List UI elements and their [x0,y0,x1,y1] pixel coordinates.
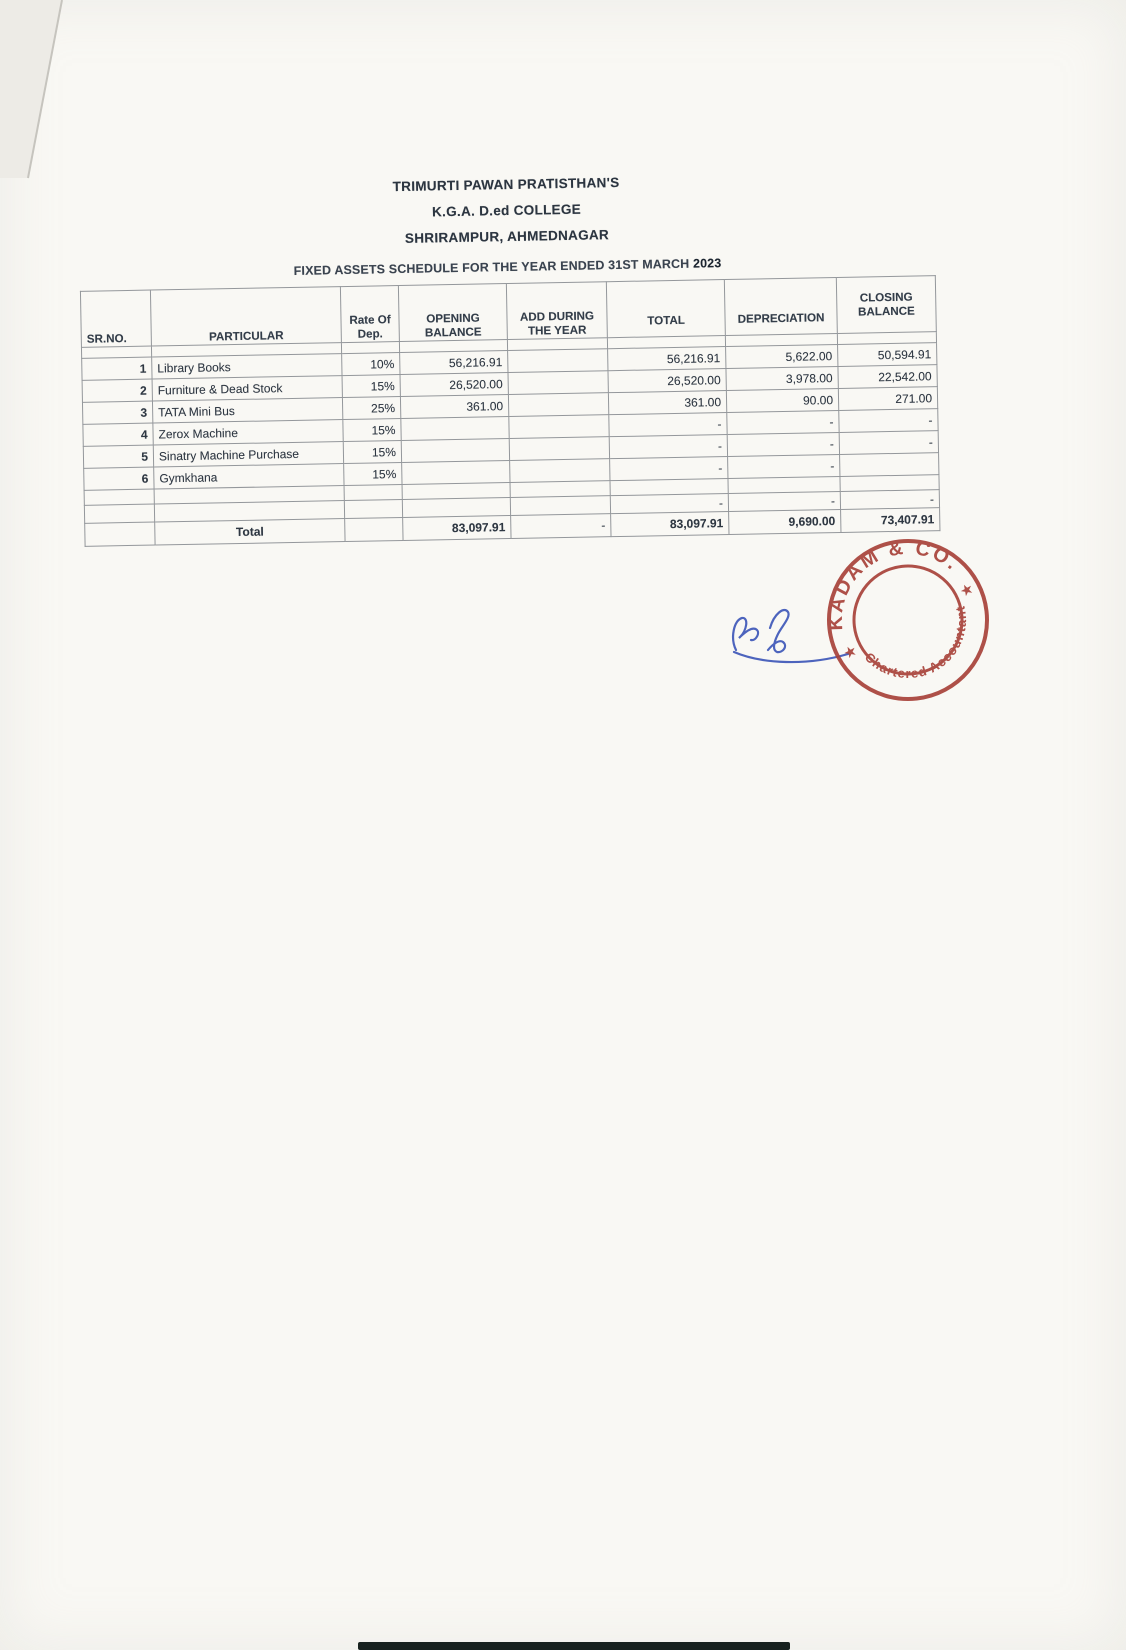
college-name: K.G.A. D.ed COLLEGE [431,201,582,220]
cell-closing [840,453,939,477]
stamp-star-left-icon: ★ [840,641,861,663]
organization-header [0,163,1017,260]
cell-add [510,459,610,483]
col-header-closing: CLOSING BALANCE [836,276,936,334]
cell-rate [344,484,402,500]
cell-add [508,371,608,395]
cell-add [510,496,610,516]
scan-bottom-bar [358,1642,790,1650]
cell-srno: 3 [82,401,152,424]
cell-total: - [609,435,727,459]
cell-rate: 15% [343,419,401,442]
total-opening: 83,097.91 [403,516,511,541]
col-header-depreciation: DEPRECIATION [724,277,837,335]
cell-rate: 10% [342,353,400,376]
cell-total: 361.00 [608,391,726,415]
stamp-star-right-icon: ★ [957,579,977,602]
cell-particular: Library Books [152,354,342,379]
cell-particular: Zerox Machine [153,420,343,445]
cell-opening [401,417,509,441]
total-label: Total [155,519,345,545]
cell-srno [85,522,155,546]
cell-particular: Sinatry Machine Purchase [153,442,343,467]
cell-depreciation: - [728,454,840,478]
total-closing: 73,407.91 [841,508,940,533]
closing-header-raised-box [836,276,935,278]
cell-srno [84,504,154,523]
cell-closing: 50,594.91 [838,343,937,367]
cell-total: 26,520.00 [608,369,726,393]
cell-opening: 56,216.91 [400,351,508,375]
cell-add [509,437,609,461]
total-depreciation: 9,690.00 [729,509,841,534]
total-add: - [511,514,611,539]
col-header-particular: PARTICULAR [150,287,341,346]
cell-add [508,349,608,373]
cell-opening: 361.00 [400,395,508,419]
cell-srno: 5 [83,445,153,468]
stamp-top-text: KADAM & CO. [824,536,964,631]
cell-total: - [609,413,727,437]
cell-closing: - [839,409,938,433]
org-location: SHRIRAMPUR, AHMEDNAGAR [404,227,610,246]
cell-depreciation: - [727,432,839,456]
cell-rate: 15% [344,462,402,485]
schedule-title-text: FIXED ASSETS SCHEDULE FOR THE YEAR ENDED 31ST MARCH [293,256,690,278]
cell-closing: - [840,490,939,510]
cell-add [508,393,608,417]
cell-depreciation: - [728,491,840,511]
cell-total: - [610,494,728,514]
cell-closing: 271.00 [838,387,937,411]
cell-opening [401,439,509,463]
col-header-srno: SR.NO. [80,290,151,347]
cell-particular: Furniture & Dead Stock [152,376,342,401]
cell-rate [344,499,402,518]
cell-srno [84,489,154,505]
cell-opening [402,461,510,485]
cell-rate: 15% [343,441,401,464]
cell-total: 56,216.91 [608,347,726,371]
cell-rate [345,517,403,541]
cell-opening: 26,520.00 [400,373,508,397]
cell-particular: TATA Mini Bus [152,398,342,423]
cell-srno: 1 [82,357,152,380]
cell-depreciation: 5,622.00 [726,344,838,368]
cell-rate: 15% [342,375,400,398]
cell-closing: - [839,431,938,455]
fixed-assets-table [80,275,941,547]
col-header-total: TOTAL [606,280,725,338]
cell-add [509,415,609,439]
cell-depreciation: - [727,410,839,434]
cell-rate: 25% [342,397,400,420]
cell-particular: Gymkhana [154,464,344,489]
col-header-rate: Rate Of Dep. [340,286,399,343]
cell-total: - [610,457,728,481]
cell-srno: 4 [83,423,153,446]
org-name: TRIMURTI PAWAN PRATISTHAN'S [392,174,620,195]
cell-depreciation: 90.00 [726,388,838,412]
total-total: 83,097.91 [611,512,729,537]
cell-srno: 6 [84,467,154,490]
col-header-opening: OPENING BALANCE [398,284,507,342]
stamp-bottom-text: Chartered Accountant [861,603,970,682]
cell-depreciation: 3,978.00 [726,366,838,390]
schedule-year: 2023 [692,256,722,271]
cell-opening [402,498,510,518]
col-header-add: ADD DURING THE YEAR [506,282,607,340]
cell-srno: 2 [82,379,152,402]
cell-closing: 22,542.00 [838,365,937,389]
